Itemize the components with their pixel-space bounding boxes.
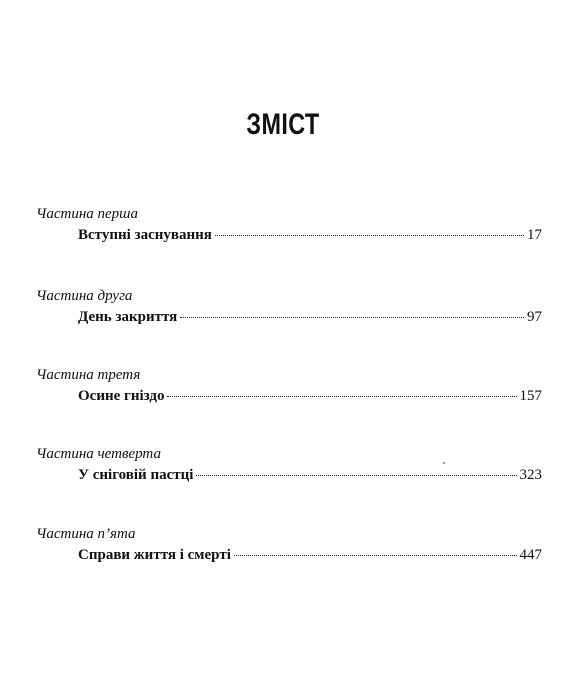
- entry-title: Осине гніздо: [78, 388, 165, 404]
- part-label: Частина друга: [36, 288, 133, 304]
- print-speck: [443, 462, 445, 464]
- dot-leader: [234, 555, 517, 556]
- dot-leader: [167, 396, 516, 397]
- entry-title: День закриття: [78, 309, 178, 325]
- toc-entry[interactable]: [78, 547, 542, 564]
- page-number: 323: [519, 467, 542, 483]
- toc-entry[interactable]: [78, 309, 542, 326]
- entry-title: У сніговій пастці: [78, 467, 194, 483]
- part-label: Частина третя: [36, 367, 141, 383]
- part-label: Частина перша: [36, 206, 138, 222]
- entry-title: Вступні заснування: [78, 227, 212, 243]
- page-number: 447: [519, 547, 542, 563]
- part-label: Частина четверта: [36, 446, 161, 462]
- dot-leader: [180, 317, 524, 318]
- toc-entry[interactable]: [78, 388, 542, 405]
- part-label: Частина п’ята: [36, 526, 136, 542]
- toc-entry[interactable]: [78, 467, 542, 484]
- page-number: 17: [527, 227, 542, 243]
- page-number: 157: [519, 388, 542, 404]
- page-number: 97: [527, 309, 542, 325]
- entry-title: Справи життя і смерті: [78, 547, 231, 563]
- dot-leader: [196, 475, 516, 476]
- toc-entry[interactable]: [78, 227, 542, 244]
- page-title: ЗМІСТ: [246, 108, 320, 141]
- dot-leader: [215, 235, 524, 236]
